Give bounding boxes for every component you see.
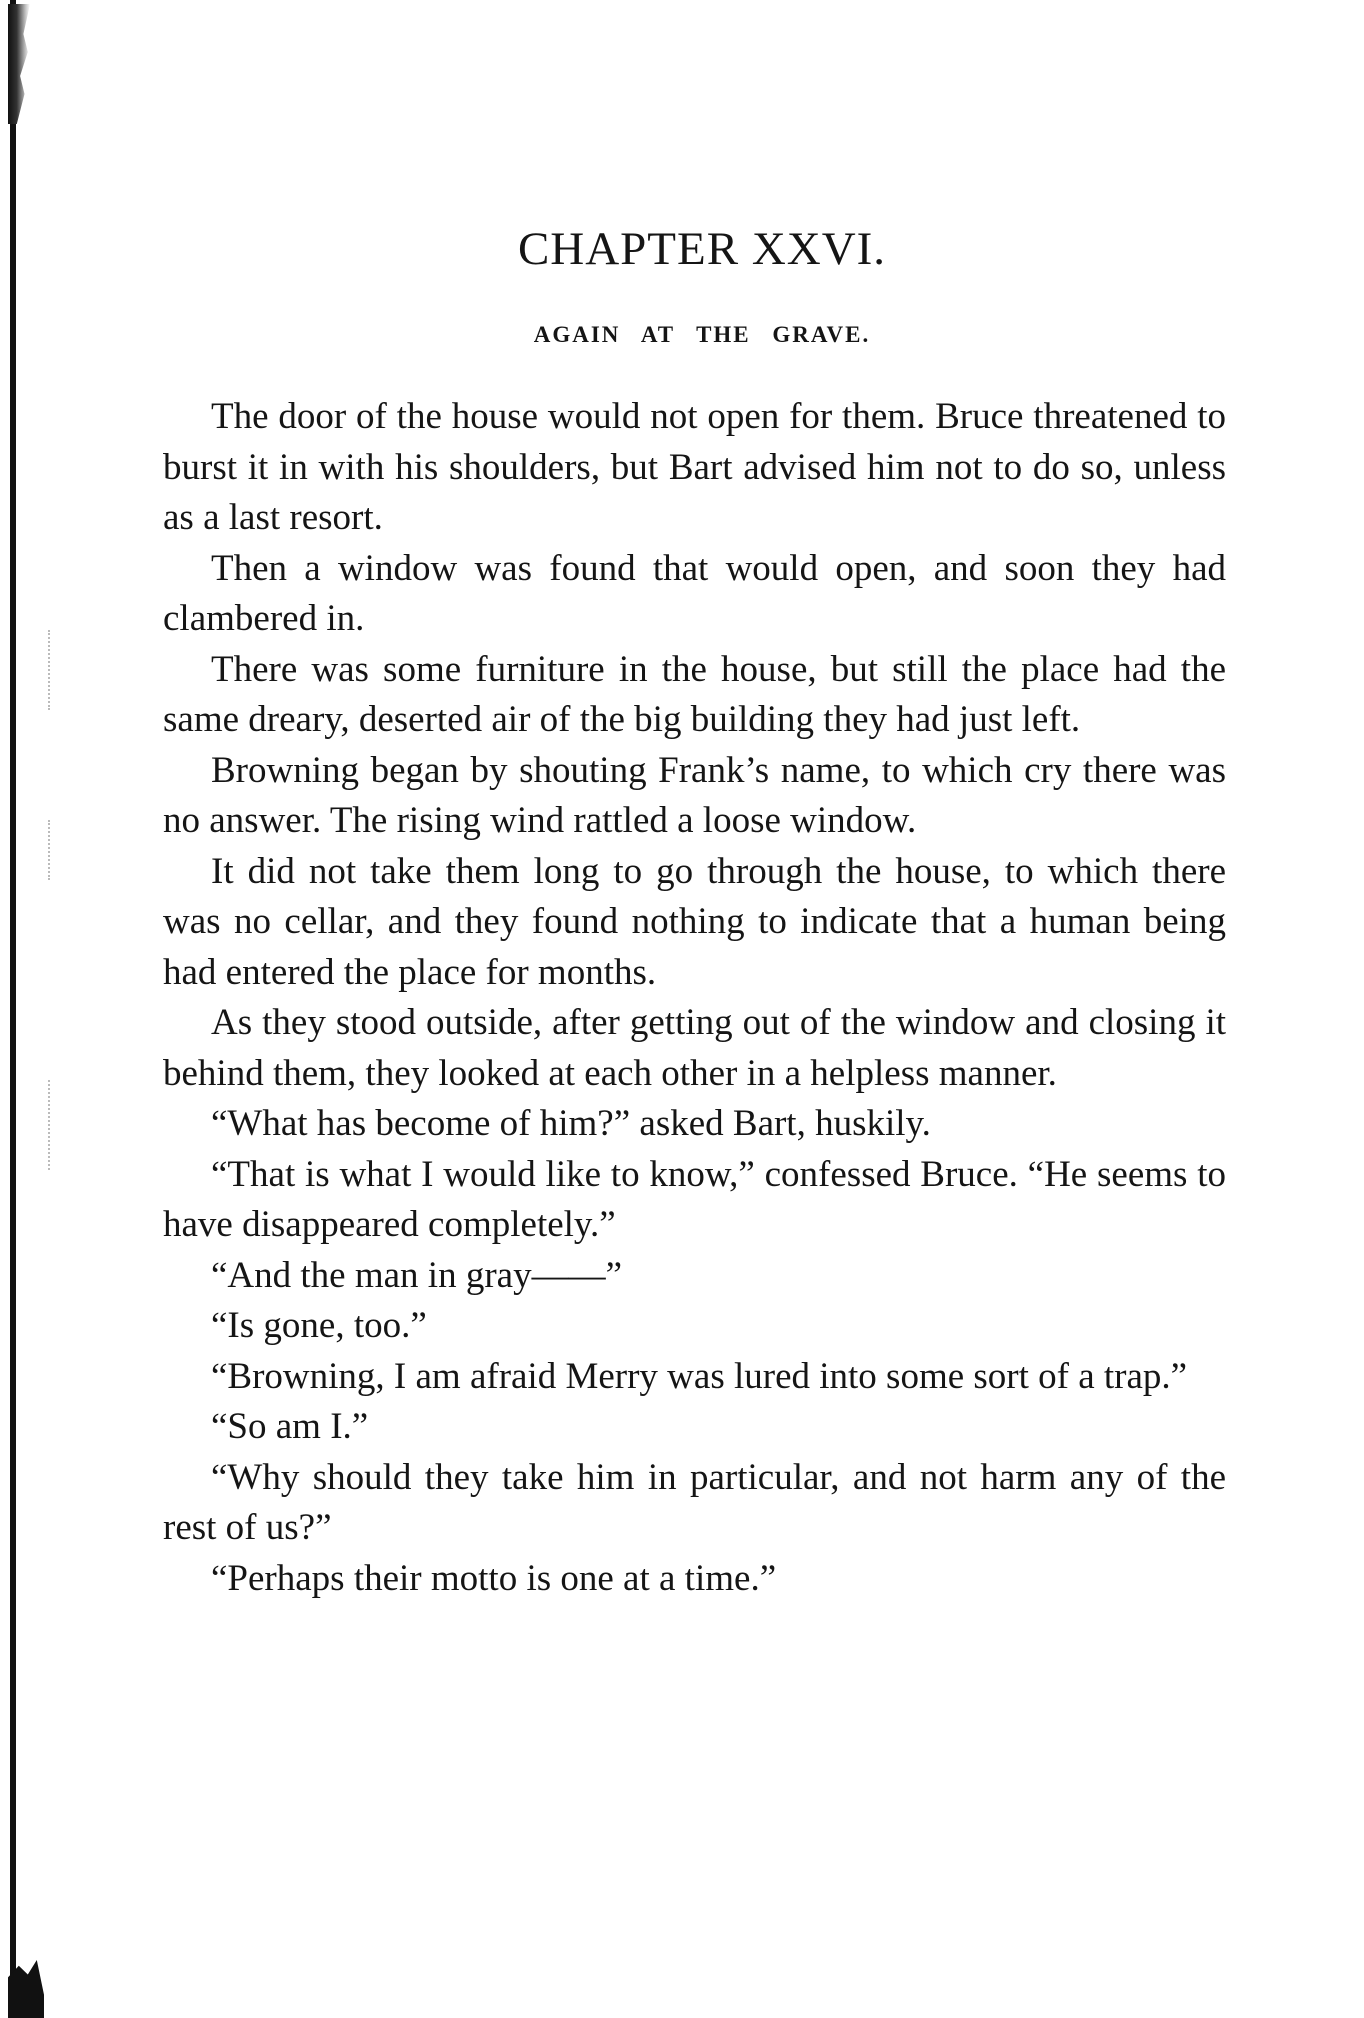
paragraph: As they stood outside, after getting out of the window and closing it behind them, they looked at each other in a helpless manner. bbox=[163, 1002, 1226, 1094]
chapter-subtitle: AGAIN AT THE GRAVE. bbox=[533, 322, 871, 347]
paragraph: Browning began by shouting Frank’s name, to which cry there was no answer. The rising wind rattled a loose window. bbox=[163, 749, 1226, 841]
paragraph: There was some furniture in the house, but still the place had the same dreary, deserted air of the big building they had just left. bbox=[163, 648, 1226, 740]
scan-speckle bbox=[48, 630, 54, 710]
paragraph: Then a window was found that would open, and soon they had clambered in. bbox=[163, 547, 1226, 639]
chapter-body bbox=[163, 392, 1226, 1604]
paragraph: “So am I.” bbox=[211, 1406, 369, 1447]
scan-speckle bbox=[48, 1080, 54, 1170]
paragraph: It did not take them long to go through the house, to which there was no cellar, and they found nothing to indicate that a human being had entered the place for months. bbox=[163, 850, 1226, 993]
paragraph: “And the man in gray——” bbox=[211, 1254, 622, 1296]
chapter-title: CHAPTER XXVI. bbox=[517, 223, 887, 275]
paragraph: “Perhaps their motto is one at a time.” bbox=[211, 1557, 777, 1599]
scan-speckle bbox=[48, 820, 54, 880]
scan-artifact-top bbox=[8, 4, 30, 124]
paragraph: “Why should they take him in particular, and not harm any of the rest of us?” bbox=[163, 1456, 1226, 1548]
paragraph: “Browning, I am afraid Merry was lured into some sort of a trap.” bbox=[211, 1355, 1188, 1397]
paragraph: The door of the house would not open for them. Bruce threatened to burst it in with his shoulders, but Bart advised him not to do so, unless as a last resort. bbox=[163, 396, 1226, 538]
paragraph: “That is what I would like to know,” confessed Bruce. “He seems to have disappeared completely.” bbox=[163, 1153, 1226, 1245]
binding-edge bbox=[10, 0, 16, 2018]
paragraph: “What has become of him?” asked Bart, huskily. bbox=[211, 1103, 931, 1144]
paragraph: “Is gone, too.” bbox=[211, 1305, 427, 1346]
